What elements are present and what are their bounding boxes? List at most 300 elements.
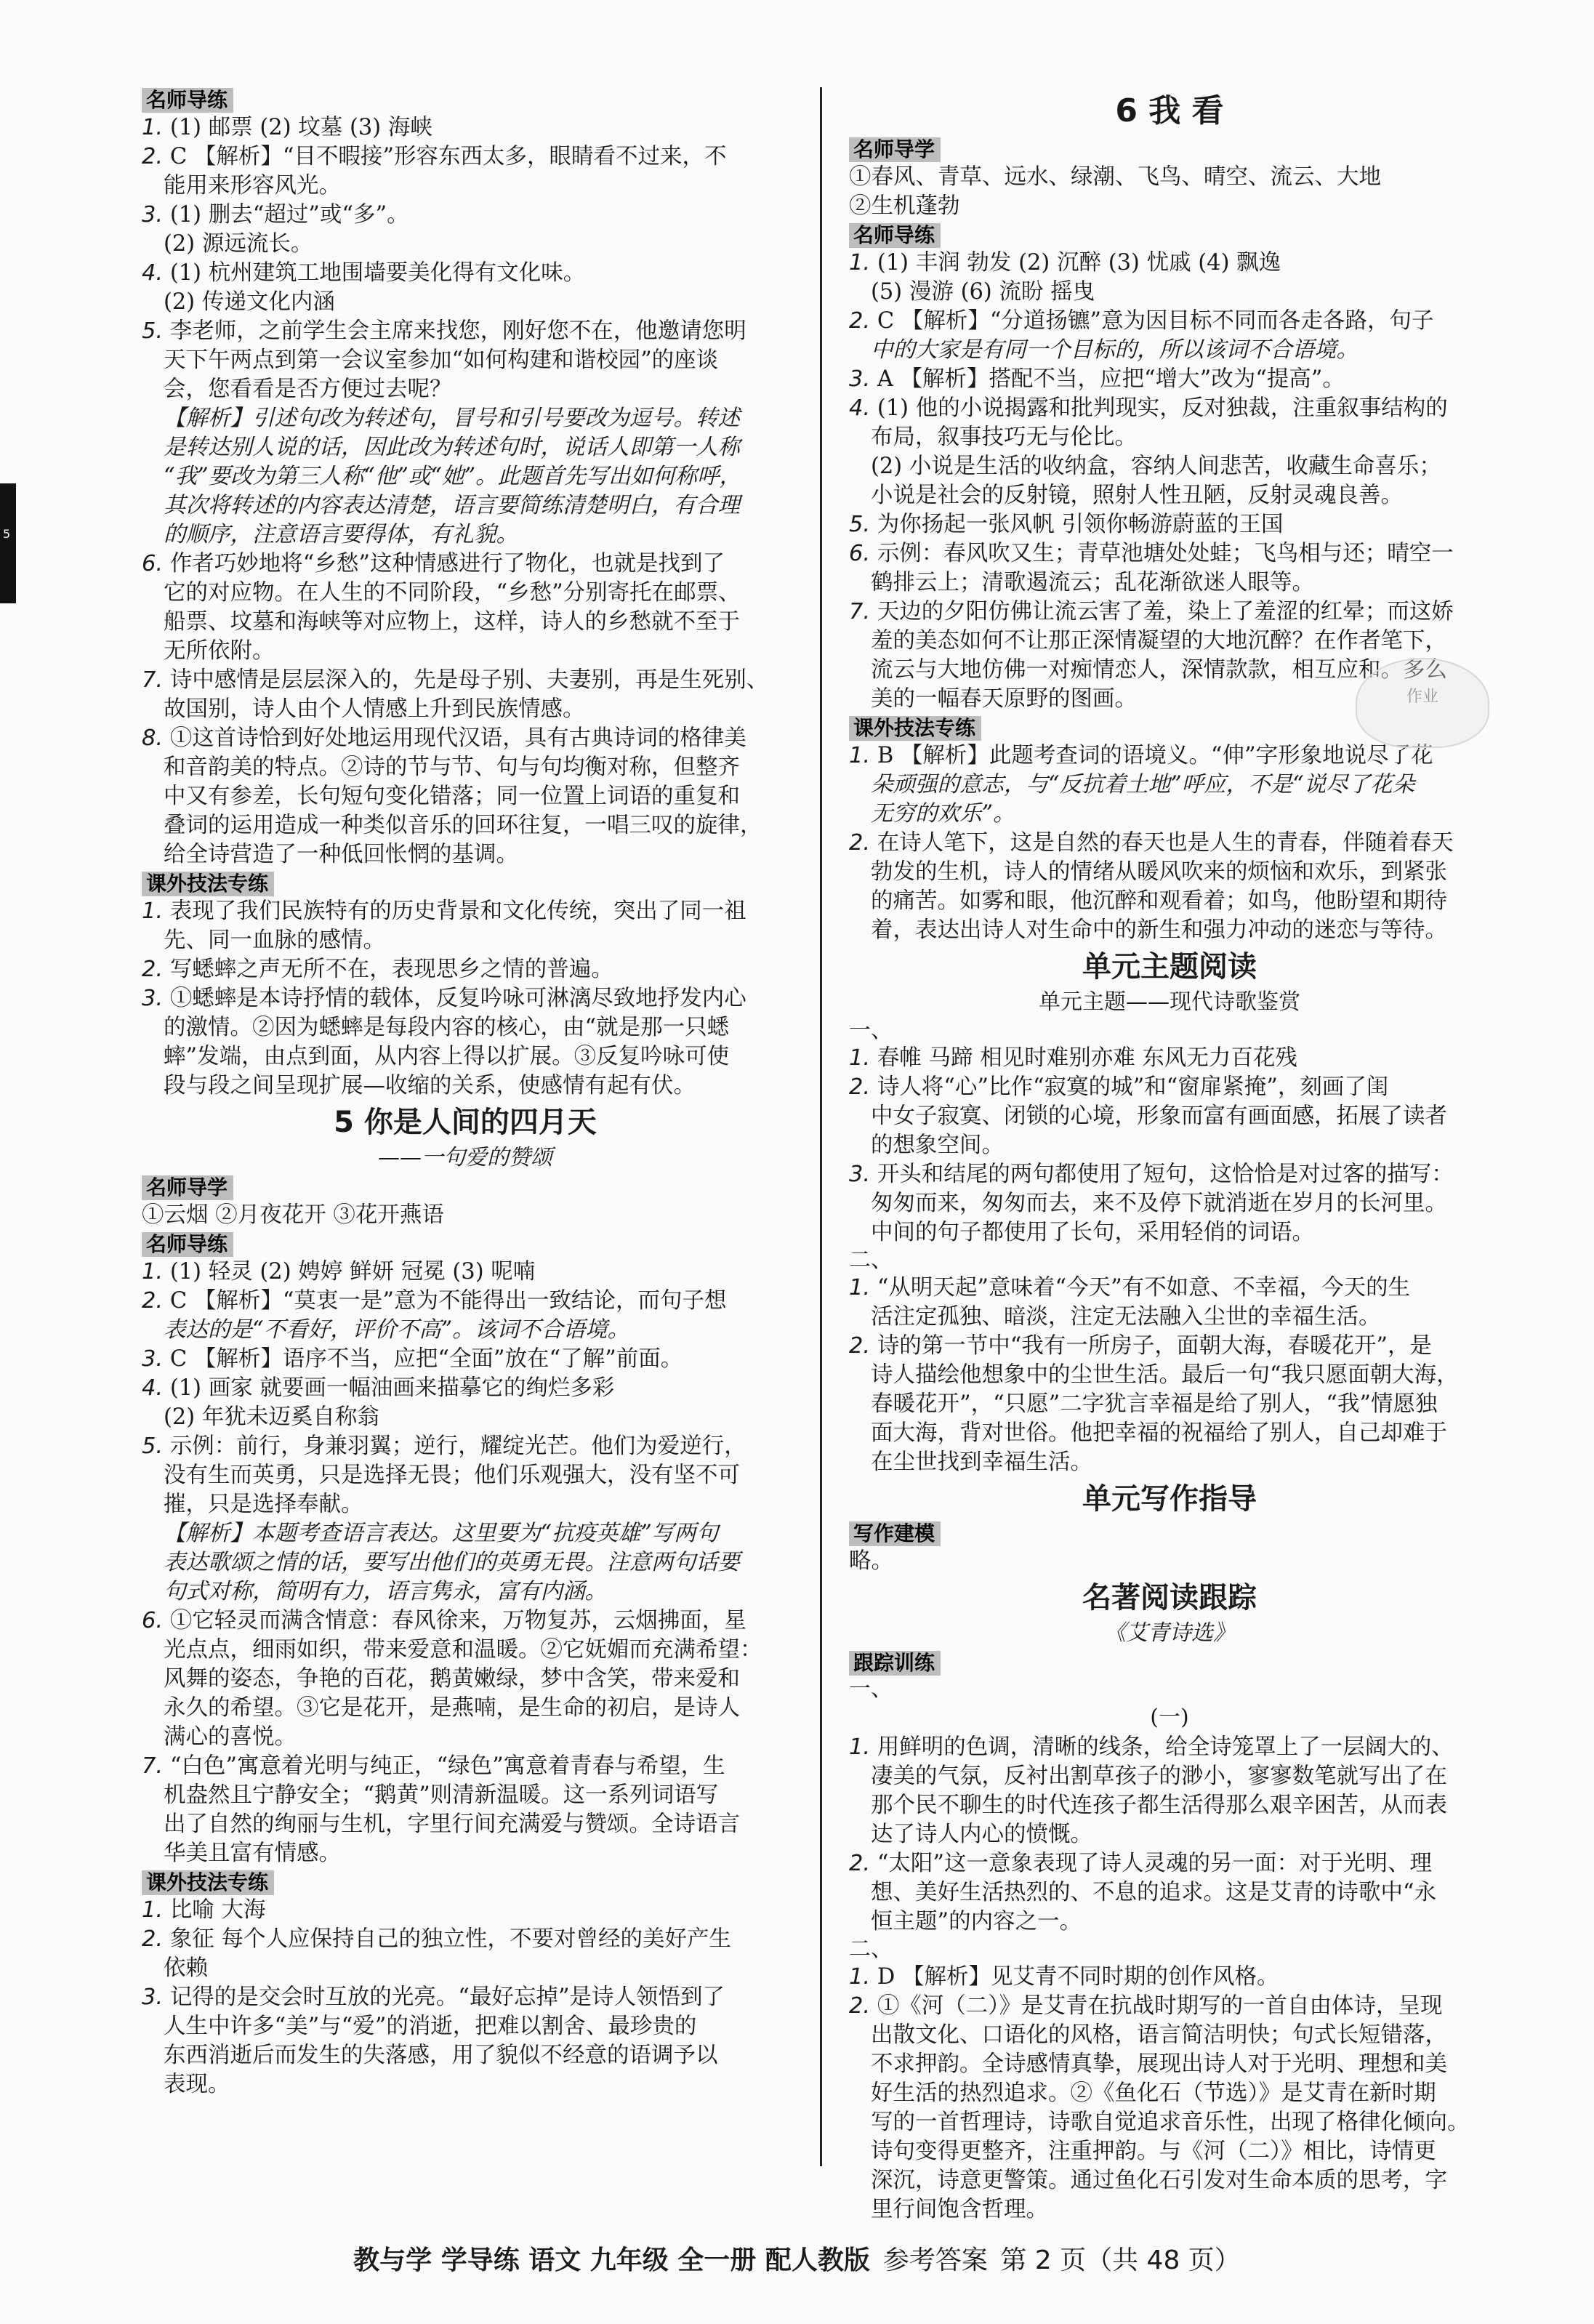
answer-line	[142, 1461, 789, 1490]
line-text: 表达歌颂之情的话，要写出他们的英勇无畏。注意两句话要	[164, 1550, 740, 1575]
answer-line	[849, 1390, 1490, 1419]
answer-line	[849, 423, 1490, 452]
answer-line	[849, 1361, 1490, 1390]
classics-title: 名著阅读跟踪	[1082, 1581, 1257, 1615]
answer-line	[142, 1752, 789, 1781]
answer-line	[849, 1073, 1490, 1102]
line-text: 机盎然且宁静安全；“鹅黄”则清新温暖。这一系列词语写	[164, 1782, 719, 1808]
line-text: “白色”寓意着光明与纯正，“绿色”寓意着青春与希望，生	[169, 1753, 725, 1779]
line-text: 中间的句子都使用了长句，采用轻俏的词语。	[871, 1220, 1314, 1245]
answer-line	[849, 539, 1490, 568]
line-text: 表现了我们民族特有的历史背景和文化传统，突出了同一祖	[169, 898, 746, 924]
line-text: (5) 漫游 (6) 流盼 摇曳	[871, 279, 1095, 305]
line-text: 永久的希望。③它是花开，是燕喃，是生命的初启，是诗人	[164, 1695, 740, 1721]
item-number: 2.	[849, 830, 871, 856]
item-number: 1.	[849, 743, 871, 768]
line-text: 给全诗营造了一种低回怅惘的基调。	[164, 842, 518, 867]
answer-line	[849, 2050, 1490, 2079]
answer-line	[849, 1791, 1490, 1820]
line-text: (1) 丰润 勃发 (2) 沉醉 (3) 忧戚 (4) 飘逸	[877, 250, 1281, 276]
answer-line	[849, 598, 1490, 627]
line-text: 东西消逝后而发生的失落感，用了貌似不经意的语调予以	[164, 2043, 718, 2068]
section-label: 课外技法专练	[142, 1870, 274, 1895]
lesson-title: 6 我 看	[1115, 92, 1224, 129]
answer-line	[142, 201, 789, 230]
footer-brand: 教与学 学导练 语文 九年级 全一册 配人教版	[353, 2245, 870, 2275]
answer-line	[849, 1102, 1490, 1131]
item-number: 2.	[142, 957, 164, 982]
section-label: 名师导练	[142, 1232, 233, 1257]
answer-line	[142, 462, 789, 491]
answer-block	[849, 1044, 1490, 1247]
line-text: 诗的第一节中“我有一所房子，面朝大海，春暖花开”，是	[877, 1333, 1432, 1359]
homework-stamp-icon	[1356, 658, 1489, 748]
answer-line	[142, 666, 789, 695]
answer-line	[142, 695, 789, 724]
line-text: 先、同一血脉的感情。	[164, 928, 385, 953]
answer-line	[142, 172, 789, 201]
part-marker: 一、	[849, 1018, 893, 1043]
answer-line	[849, 771, 1490, 800]
answer-line	[142, 608, 789, 637]
left-column	[142, 86, 789, 2099]
answer-line	[142, 1071, 789, 1101]
line-text: 中又有参差，长句短句变化错落；同一位置上词语的重复和	[164, 784, 740, 809]
line-text: “我”要改为第三人称“他”或“她”。此题首先写出如何称呼，	[164, 464, 742, 489]
answer-line	[142, 142, 789, 172]
answer-line	[849, 916, 1490, 945]
answer-line	[142, 984, 789, 1013]
answer-line	[142, 1287, 789, 1316]
section-label: 名师导学	[849, 137, 941, 162]
answer-line	[142, 753, 789, 782]
line-text: 深沉，诗意更警策。通过鱼化石引发对生命本质的思考，字	[871, 2168, 1447, 2193]
line-text: 在诗人笔下，这是自然的春天也是人生的青春，伴随着春天	[877, 830, 1454, 856]
line-text: 【解析】引述句改为转述句，冒号和引号要改为逗号。转述	[164, 406, 740, 431]
writing-guide-title: 单元写作指导	[1082, 1482, 1257, 1516]
line-text: ①它轻灵而满含情意：春风徐来，万物复苏，云烟拂面，星	[169, 1608, 746, 1633]
item-number: 3.	[142, 202, 164, 228]
line-text: 为你扬起一张风帆 引领你畅游蔚蓝的王国	[877, 512, 1284, 537]
line-text: 象征 每个人应保持自己的独立性，不要对曾经的美好产生	[169, 1926, 732, 1952]
line-text: 其次将转述的内容表达清楚，语言要简练清楚明白，有合理	[164, 493, 740, 518]
writing-text: 略。	[849, 1548, 893, 1574]
line-text: 没有生而英勇，只是选择无畏；他们乐观强大，没有坚不可	[164, 1463, 740, 1488]
answer-line	[849, 1189, 1490, 1218]
item-number: 2.	[142, 1926, 164, 1952]
answer-line	[849, 2079, 1490, 2108]
answer-line	[142, 520, 789, 550]
answer-line	[849, 1160, 1490, 1189]
answer-block	[142, 1258, 789, 1868]
answer-line	[849, 278, 1490, 307]
answer-line	[849, 1762, 1490, 1791]
line-text: 中的大家是有同一个目标的，所以该词不合语境。	[871, 337, 1358, 363]
line-text: 叠词的运用造成一种类似音乐的回环往复，一唱三叹的旋律，	[164, 813, 762, 838]
answer-line	[849, 249, 1490, 278]
answer-line	[849, 2021, 1490, 2050]
answer-line	[849, 365, 1490, 394]
line-text: 李老师，之前学生会主席来找您，刚好您不在，他邀请您明	[169, 318, 746, 344]
item-number: 5.	[142, 1434, 164, 1459]
item-number: 5.	[849, 512, 871, 537]
item-number: 4.	[849, 395, 871, 421]
line-text: 会，您看看是否方便过去呢？	[164, 377, 452, 402]
line-text: 凄美的气氛，反衬出割草孩子的渺小，寥寥数笔就写出了在	[871, 1764, 1447, 1789]
section-label: 课外技法专练	[142, 872, 274, 896]
item-number: 8.	[142, 725, 164, 751]
line-text: 蟀”发端，由点到面，从内容上得以扩展。③反复吟咏可使	[164, 1044, 730, 1069]
line-text: 里行间饱含哲理。	[871, 2197, 1048, 2222]
item-number: 1.	[142, 1259, 164, 1284]
answer-line	[142, 1954, 789, 1983]
answer-line	[142, 1201, 789, 1230]
item-number: 7.	[142, 667, 164, 693]
answer-line	[142, 433, 789, 462]
answer-line	[849, 1733, 1490, 1762]
line-text: 诗句变得更整齐，注重押韵。与《河（二）》相比，诗情更	[871, 2139, 1436, 2164]
answer-block	[849, 163, 1490, 221]
line-text: 写的一首哲理诗，诗歌自觉追求音乐性，出现了格律化倾向。	[871, 2110, 1470, 2135]
answer-line	[849, 858, 1490, 887]
line-text: 春帷 马蹄 相见时难别亦难 东风无力百花残	[877, 1045, 1297, 1071]
answer-line	[142, 897, 789, 926]
item-number: 3.	[142, 1346, 164, 1372]
section-label: 写作建模	[849, 1521, 941, 1546]
line-text: ①春风、青草、远水、绿潮、飞鸟、晴空、流云、大地	[849, 164, 1381, 190]
unit-reading-subtitle: 单元主题——现代诗歌鉴赏	[1039, 989, 1300, 1015]
answer-line	[849, 1131, 1490, 1160]
item-number: 1.	[849, 250, 871, 276]
item-number: 2.	[142, 1288, 164, 1314]
item-number: 2.	[142, 144, 164, 169]
line-text: (1) 画家 就要画一幅油画来描摹它的绚烂多彩	[169, 1375, 615, 1401]
answer-line	[142, 1694, 789, 1723]
answer-block	[849, 1274, 1490, 1477]
answer-line	[142, 1577, 789, 1607]
item-number: 1.	[849, 1734, 871, 1760]
line-text: 【解析】本题考查语言表达。这里要为“抗疫英雄”写两句	[164, 1521, 719, 1546]
line-text: 示例：前行，身兼羽翼；逆行，耀绽光芒。他们为爱逆行，	[169, 1434, 746, 1459]
line-text: 恒主题”的内容之一。	[871, 1909, 1082, 1934]
answer-line	[142, 1607, 789, 1636]
answer-line	[849, 163, 1490, 192]
line-text: 诗中感情是层层深入的，先是母子别、夫妻别，再是生死别、	[169, 667, 769, 693]
line-text: 匆匆而来，匆匆而去，来不及停下就消逝在岁月的长河里。	[871, 1191, 1447, 1216]
section-label: 名师导学	[142, 1175, 233, 1200]
line-text: 流云与大地仿佛一对痴情恋人，深情款款，相互应和。多么	[871, 657, 1447, 683]
line-text: ①这首诗恰到好处地运用现代汉语，具有古典诗词的格律美	[169, 725, 746, 751]
line-text: (2) 年犹未迈奚自称翁	[164, 1404, 379, 1430]
line-text: 是转达别人说的话，因此改为转述句时，说话人即第一人称	[164, 435, 740, 460]
line-text: (1) 邮票 (2) 坟墓 (3) 海峡	[169, 115, 432, 140]
line-text: (1) 他的小说揭露和批判现实，反对独裁，注重叙事结构的	[877, 395, 1448, 421]
line-text: 示例：春风吹又生；青草池塘处处蛙；飞鸟相与还；晴空一	[877, 541, 1454, 566]
item-number: 1.	[142, 898, 164, 924]
answer-line	[849, 1448, 1490, 1477]
line-text: 能用来形容风光。	[164, 173, 341, 198]
line-text: 光点点，细雨如织，带来爱意和温暖。②它妩媚而充满希望：	[164, 1637, 762, 1662]
answer-line	[849, 452, 1490, 481]
line-text: “从明天起”意味着“今天”有不如意、不幸福，今天的生	[877, 1275, 1411, 1300]
section-label: 课外技法专练	[849, 716, 981, 741]
item-number: 3.	[142, 986, 164, 1011]
line-text: 记得的是交会时互放的光亮。“最好忘掉”是诗人领悟到了	[169, 1985, 725, 2010]
part-subheading: (一)	[1150, 1705, 1189, 1730]
item-number: 2.	[849, 308, 871, 334]
answer-line	[142, 1519, 789, 1548]
answer-block	[142, 113, 789, 869]
answer-line	[849, 1992, 1490, 2021]
line-text: A 【解析】搭配不当，应把“增大”改为“提高”。	[877, 366, 1345, 392]
item-number: 2.	[849, 1074, 871, 1100]
right-column	[849, 86, 1490, 2224]
line-text: 在尘世找到幸福生活。	[871, 1450, 1092, 1475]
part-marker: 二、	[849, 1247, 893, 1273]
answer-line	[849, 2166, 1490, 2195]
line-text: (2) 传递文化内涵	[164, 289, 335, 315]
line-text: 比喻 大海	[169, 1897, 266, 1923]
line-text: 想、美好生活热烈的、不息的追求。这是艾青的诗歌中“永	[871, 1880, 1437, 1905]
line-text: C 【解析】语序不当，应把“全面”放在“了解”前面。	[169, 1346, 683, 1372]
page-footer	[0, 2245, 1594, 2277]
line-text: B 【解析】此题考查词的语境义。“伸”字形象地说尽了花	[877, 743, 1433, 768]
item-number: 3.	[849, 366, 871, 392]
answer-line	[142, 1983, 789, 2012]
lesson-title: 5 你是人间的四月天	[334, 1106, 597, 1139]
line-text: C 【解析】“分道扬镳”意为因目标不同而各走各路，句子	[877, 308, 1434, 334]
answer-line	[142, 491, 789, 520]
line-text: ②生机蓬勃	[849, 193, 960, 219]
line-text: (1) 杭州建筑工地围墙要美化得有文化味。	[169, 260, 586, 286]
line-text: 作者巧妙地将“乡愁”这种情感进行了物化，也就是找到了	[169, 551, 725, 576]
answer-block	[142, 1201, 789, 1230]
answer-line	[849, 1303, 1490, 1332]
answer-line	[849, 2137, 1490, 2166]
answer-line	[142, 926, 789, 955]
answer-line	[849, 1963, 1490, 1992]
answer-line	[849, 481, 1490, 510]
item-number: 5.	[142, 318, 164, 344]
page-number: 第 2 页（共 48 页）	[1000, 2245, 1241, 2275]
section-label: 跟踪训练	[849, 1651, 941, 1676]
answer-line	[142, 1013, 789, 1042]
line-text: 它的对应物。在人生的不同阶段，“乡愁”分别寄托在邮票、	[164, 580, 741, 606]
answer-line	[142, 404, 789, 433]
answer-line	[142, 782, 789, 811]
part-marker: 二、	[849, 1937, 893, 1962]
item-number: 3.	[849, 1162, 871, 1187]
answer-line	[142, 259, 789, 288]
answer-line	[142, 1839, 789, 1868]
item-number: 1.	[849, 1045, 871, 1071]
line-text: 天下午两点到第一会议室参加“如何构建和谐校园”的座谈	[164, 347, 719, 373]
item-number: 6.	[142, 1608, 164, 1633]
line-text: 开头和结尾的两句都使用了短句，这恰恰是对过客的描写：	[877, 1162, 1454, 1187]
answer-line	[849, 1218, 1490, 1247]
line-text: 诗人将“心”比作“寂寞的城”和“窗扉紧掩”，刻画了闺	[877, 1074, 1389, 1100]
line-text: ①云烟 ②月夜花开 ③花开燕语	[142, 1202, 444, 1228]
answer-line	[142, 288, 789, 317]
answer-line	[142, 1490, 789, 1519]
line-text: C 【解析】“目不暇接”形容东西太多，眼睛看不过来，不	[169, 144, 727, 169]
line-text: 达了诗人内心的愤慨。	[871, 1822, 1092, 1847]
line-text: 满心的喜悦。	[164, 1724, 297, 1750]
item-number: 1.	[142, 115, 164, 140]
line-text: 句式对称，简明有力，语言隽永，富有内涵。	[164, 1579, 607, 1604]
answer-line	[849, 1907, 1490, 1937]
answer-line	[849, 307, 1490, 336]
answer-line	[142, 1042, 789, 1071]
answer-line	[849, 1044, 1490, 1073]
line-text: 段与段之间呈现扩展—收缩的关系，使感情有起有伏。	[164, 1073, 696, 1098]
part-marker: 一、	[849, 1676, 893, 1702]
line-text: 的顺序，注意语言要得体，有礼貌。	[164, 522, 518, 547]
line-text: 写蟋蟀之声无所不在，表现思乡之情的普遍。	[169, 957, 613, 982]
answer-line	[849, 1849, 1490, 1878]
line-text: 好生活的热烈追求。②《鱼化石（节选）》是艾青在新时期	[871, 2080, 1436, 2106]
line-text: 无所依附。	[164, 638, 275, 664]
answer-line	[142, 955, 789, 984]
answer-line	[142, 1345, 789, 1374]
answer-line	[142, 113, 789, 142]
answer-line	[142, 1548, 789, 1577]
item-number: 4.	[142, 1375, 164, 1401]
answer-line	[142, 2041, 789, 2070]
answer-line	[849, 192, 1490, 221]
line-text: 勃发的生机，诗人的情绪从暖风吹来的烦恼和欢乐，到紧张	[871, 859, 1447, 885]
line-text: 摧，只是选择奉献。	[164, 1492, 363, 1517]
answer-line	[142, 230, 789, 259]
line-text: 人生中许多“美”与“爱”的消逝，把难以割舍、最珍贵的	[164, 2014, 697, 2039]
line-text: 和音韵美的特点。②诗的节与节、句与句均衡对称，但整齐	[164, 755, 740, 780]
answer-block	[849, 249, 1490, 714]
line-text: 华美且富有情感。	[164, 1841, 341, 1866]
line-text: C 【解析】“莫衷一是”意为不能得出一致结论，而句子想	[169, 1288, 727, 1314]
line-text: 无穷的欢乐”。	[871, 801, 1015, 827]
line-text: 用鲜明的色调，清晰的线条，给全诗笼罩上了一层阔大的、	[877, 1734, 1454, 1760]
answer-line	[849, 627, 1490, 656]
section-label: 名师导练	[142, 88, 233, 113]
answer-line	[849, 887, 1490, 916]
answer-line	[849, 568, 1490, 598]
item-number: 2.	[849, 1851, 871, 1876]
answer-line	[849, 336, 1490, 365]
answer-line	[849, 1419, 1490, 1448]
answer-line	[849, 1332, 1490, 1361]
answer-line	[142, 811, 789, 840]
line-text: 鹤排云上；清歌遏流云；乱花渐欲迷人眼等。	[871, 570, 1314, 595]
answer-line	[142, 1432, 789, 1461]
answer-line	[849, 510, 1490, 539]
answer-line	[849, 829, 1490, 858]
answer-block	[849, 741, 1490, 945]
edge-tab	[0, 483, 16, 603]
line-text: “太阳”这一意象表现了诗人灵魂的另一面：对于光明、理	[877, 1851, 1432, 1876]
answer-line	[849, 2195, 1490, 2224]
section-label: 名师导练	[849, 223, 941, 248]
unit-reading-title: 单元主题阅读	[1082, 950, 1257, 984]
line-text: 羞的美态如何不让那正深情凝望的大地沉醉？在作者笔下，	[871, 628, 1447, 654]
answer-line	[142, 1403, 789, 1432]
answer-line	[142, 724, 789, 753]
item-number: 1.	[849, 1275, 871, 1300]
lesson-subtitle: ——一句爱的赞颂	[378, 1145, 552, 1170]
line-text: 面大海，背对世俗。他把幸福的祝福给了别人，自己却难于	[871, 1420, 1447, 1446]
answer-line	[142, 1925, 789, 1954]
answer-line	[142, 375, 789, 404]
line-text: 故国别，诗人由个人情感上升到民族情感。	[164, 696, 585, 722]
line-text: (1) 删去“超过”或“多”。	[169, 202, 409, 228]
answer-line	[142, 1316, 789, 1345]
stamp-text: 作业	[1406, 688, 1438, 706]
line-text: D 【解析】见艾青不同时期的创作风格。	[877, 1964, 1279, 1990]
answer-line	[142, 1810, 789, 1839]
line-text: 的想象空间。	[871, 1133, 1004, 1158]
answer-line	[142, 1896, 789, 1925]
line-text: 表现。	[164, 2072, 230, 2097]
line-text: 的激情。②因为蟋蟀是每段内容的核心，由“就是那一只蟋	[164, 1015, 730, 1040]
line-text: 出散文化、口语化的风格，语言简洁明快；句式长短错落，	[871, 2022, 1447, 2048]
line-text: 不求押韵。全诗感情真挚，展现出诗人对于光明、理想和美	[871, 2051, 1447, 2077]
answer-line	[142, 1258, 789, 1287]
item-number: 1.	[849, 1964, 871, 1990]
answer-block	[142, 897, 789, 1101]
answer-line	[849, 394, 1490, 423]
answer-line	[142, 2012, 789, 2041]
answer-line	[142, 637, 789, 666]
item-number: 1.	[142, 1897, 164, 1923]
answer-line	[142, 840, 789, 869]
line-text: 小说是社会的反射镜，照射人性丑陋，反射灵魂良善。	[871, 483, 1403, 508]
line-text: ①蟋蟀是本诗抒情的载体，反复吟咏可淋漓尽致地抒发内心	[169, 986, 746, 1011]
line-text: 船票、坟墓和海峡等对应物上，这样，诗人的乡愁就不至于	[164, 609, 740, 635]
column-divider	[820, 87, 822, 2166]
item-number: 7.	[849, 599, 871, 624]
item-number: 2.	[849, 1333, 871, 1359]
answer-line	[849, 800, 1490, 829]
edge-page-mark: 5	[3, 527, 11, 541]
item-number: 6.	[142, 551, 164, 576]
line-text: 朵顽强的意志，与“反抗着土地”呼应，不是“说尽了花朵	[871, 772, 1415, 797]
line-text: (2) 源远流长。	[164, 231, 313, 257]
answer-block	[849, 1733, 1490, 1937]
answer-line	[142, 1781, 789, 1810]
line-text: (2) 小说是生活的收纳盒，容纳人间悲苦，收藏生命喜乐；	[871, 454, 1441, 479]
answer-line	[142, 317, 789, 346]
line-text: 活注定孤独、暗淡，注定无法融入尘世的幸福生活。	[871, 1304, 1381, 1330]
line-text: 中女子寂寞、闭锁的心境，形象而富有画面感，拓展了读者	[871, 1103, 1447, 1129]
answer-line	[142, 579, 789, 608]
line-text: (1) 轻灵 (2) 娉婷 鲜妍 冠冕 (3) 呢喃	[169, 1259, 536, 1284]
answer-line	[142, 346, 789, 375]
line-text: 诗人描绘他想象中的尘世生活。最后一句“我只愿面朝大海，	[871, 1362, 1459, 1388]
line-text: ①《河（二）》是艾青在抗战时期写的一首自由体诗，呈现	[877, 1993, 1443, 2019]
item-number: 7.	[142, 1753, 164, 1779]
answer-line	[142, 1723, 789, 1752]
line-text: 布局，叙事技巧无与伦比。	[871, 425, 1137, 450]
line-text: 的痛苦。如雾和眼，他沉醉和观看着；如鸟，他盼望和期待	[871, 888, 1447, 914]
line-text: 依赖	[164, 1955, 208, 1981]
answer-block	[142, 1896, 789, 2099]
answer-block	[849, 1963, 1490, 2224]
answer-line	[142, 550, 789, 579]
line-text: 着，表达出诗人对生命中的新生和强力冲动的迷恋与等待。	[871, 917, 1447, 943]
classics-subtitle: 《艾青诗选》	[1104, 1620, 1235, 1646]
item-number: 4.	[142, 260, 164, 286]
answer-line	[142, 1636, 789, 1665]
answer-line	[142, 1374, 789, 1403]
